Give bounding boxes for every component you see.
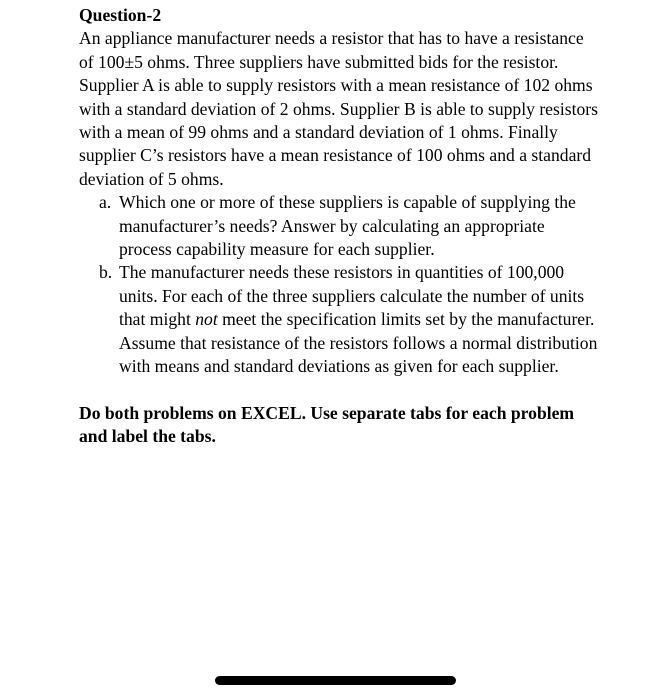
question-document [79,4,599,448]
part-b-text-after: meet the specification limits set by the manufacturer. Assume that resistance of the resistors follows a normal distribution with means and standard deviations as given for each supplier. [119,309,598,377]
question-intro: An appliance manufacturer needs a resistor that has to have a resistance of 100±5 ohms. Three suppliers have submitted bids for the resistor. Supplier A is able to supply resistors with a mean resistance of 102 ohms with a standard deviation of 2 ohms. Supplier B is able to supply resistors with a mean of 99 ohms and a standard deviation of 1 ohms. Finally supplier C’s resistors have a mean resistance of 100 ohms and a standard deviation of 5 ohms. [79,28,598,189]
question-parts-list [79,191,599,378]
question-part-b [79,261,599,378]
question-title: Question-2 [79,5,162,25]
part-a-text: Which one or more of these suppliers is capable of supplying the manufacturer’s needs? Answer by calculating an appropriate process capability measure for each supplier. [119,192,576,260]
part-b-marker: b. [99,262,113,283]
part-a-marker: a. [99,192,112,213]
part-b-emphasis: not [195,309,218,330]
home-indicator-bar[interactable] [215,676,456,685]
part-b-text-before: The manufacturer needs these resistors in quantities of 100,000 units. For each of the three suppliers calculate the number of units that might [119,262,585,330]
closing-instruction: Do both problems on EXCEL. Use separate tabs for each problem and label the tabs. [79,402,575,446]
question-part-a [79,191,599,261]
